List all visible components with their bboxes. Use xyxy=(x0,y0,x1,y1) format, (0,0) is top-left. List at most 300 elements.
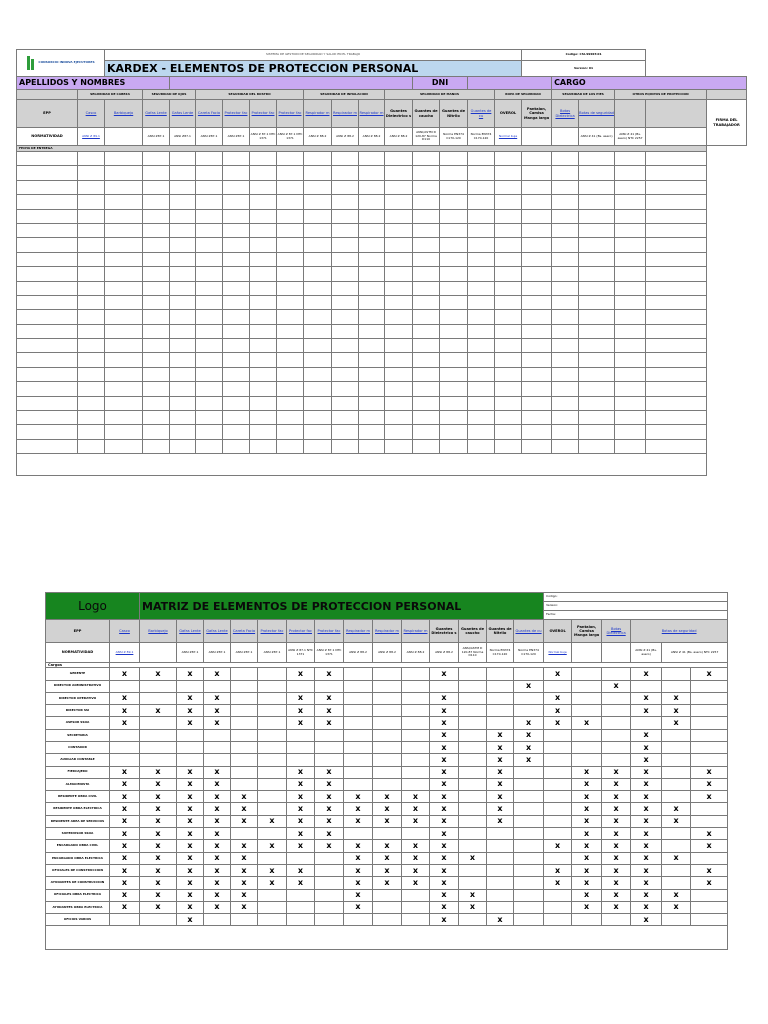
kardex-entry-cell[interactable] xyxy=(495,180,522,194)
kardex-entry-cell[interactable] xyxy=(250,238,277,252)
kardex-entry-cell[interactable] xyxy=(495,339,522,353)
kardex-entry-cell[interactable] xyxy=(385,180,413,194)
kardex-entry-cell[interactable] xyxy=(332,339,359,353)
kardex-entry-cell[interactable] xyxy=(332,382,359,396)
kardex-entry-cell[interactable] xyxy=(223,195,250,209)
kardex-entry-cell[interactable] xyxy=(646,180,707,194)
kardex-entry-cell[interactable] xyxy=(196,339,223,353)
kardex-entry-cell[interactable] xyxy=(105,295,143,309)
kardex-epp-item[interactable]: Respirador m xyxy=(359,100,385,128)
kardex-entry-cell[interactable] xyxy=(223,223,250,237)
kardex-entry-cell[interactable] xyxy=(277,166,304,180)
kardex-entry-cell[interactable] xyxy=(332,180,359,194)
kardex-entry-cell[interactable] xyxy=(413,425,440,439)
kardex-entry-cell[interactable] xyxy=(646,195,707,209)
kardex-entry-cell[interactable] xyxy=(522,339,552,353)
kardex-entry-cell[interactable] xyxy=(468,439,495,453)
kardex-entry-cell[interactable] xyxy=(170,267,196,281)
kardex-entry-cell[interactable] xyxy=(646,425,707,439)
kardex-entry-cell[interactable] xyxy=(552,382,579,396)
kardex-entry-cell[interactable] xyxy=(143,382,170,396)
kardex-entry-cell[interactable] xyxy=(304,223,332,237)
kardex-entry-cell[interactable] xyxy=(359,310,385,324)
kardex-entry-cell[interactable] xyxy=(223,339,250,353)
kardex-entry-cell[interactable] xyxy=(385,295,413,309)
kardex-entry-cell[interactable] xyxy=(250,411,277,425)
kardex-entry-cell[interactable] xyxy=(304,396,332,410)
kardex-entry-cell[interactable] xyxy=(196,166,223,180)
kardex-entry-cell[interactable] xyxy=(196,310,223,324)
kardex-entry-cell[interactable] xyxy=(105,152,143,166)
kardex-entry-cell[interactable] xyxy=(413,281,440,295)
kardex-entry-cell[interactable] xyxy=(304,180,332,194)
kardex-entry-cell[interactable] xyxy=(495,209,522,223)
kardex-entry-cell[interactable] xyxy=(495,267,522,281)
kardex-entry-cell[interactable] xyxy=(646,152,707,166)
kardex-entry-cell[interactable] xyxy=(223,382,250,396)
kardex-entry-cell[interactable] xyxy=(304,439,332,453)
kardex-entry-cell[interactable] xyxy=(17,238,78,252)
kardex-entry-cell[interactable] xyxy=(359,238,385,252)
kardex-entry-cell[interactable] xyxy=(17,367,78,381)
kardex-entry-cell[interactable] xyxy=(304,353,332,367)
kardex-entry-cell[interactable] xyxy=(332,324,359,338)
kardex-entry-cell[interactable] xyxy=(223,166,250,180)
kardex-entry-cell[interactable] xyxy=(413,166,440,180)
kardex-entry-cell[interactable] xyxy=(196,252,223,266)
kardex-entry-cell[interactable] xyxy=(615,439,646,453)
kardex-entry-cell[interactable] xyxy=(170,324,196,338)
kardex-entry-cell[interactable] xyxy=(552,223,579,237)
kardex-entry-cell[interactable] xyxy=(170,411,196,425)
kardex-entry-cell[interactable] xyxy=(196,295,223,309)
kardex-epp-item[interactable]: Barbiquejo xyxy=(105,100,143,128)
kardex-entry-cell[interactable] xyxy=(78,339,105,353)
kardex-entry-cell[interactable] xyxy=(170,339,196,353)
kardex-entry-cell[interactable] xyxy=(17,195,78,209)
kardex-entry-cell[interactable] xyxy=(250,367,277,381)
kardex-entry-cell[interactable] xyxy=(552,180,579,194)
kardex-entry-cell[interactable] xyxy=(304,339,332,353)
kardex-entry-cell[interactable] xyxy=(17,382,78,396)
kardex-entry-cell[interactable] xyxy=(615,267,646,281)
kardex-entry-cell[interactable] xyxy=(646,166,707,180)
kardex-entry-cell[interactable] xyxy=(615,152,646,166)
kardex-entry-cell[interactable] xyxy=(522,238,552,252)
kardex-entry-cell[interactable] xyxy=(105,252,143,266)
kardex-entry-cell[interactable] xyxy=(250,295,277,309)
kardex-entry-cell[interactable] xyxy=(250,209,277,223)
matriz-normatividad-cell[interactable]: ANSI Z 89.1 xyxy=(110,643,140,663)
kardex-entry-cell[interactable] xyxy=(359,152,385,166)
kardex-entry-cell[interactable] xyxy=(646,267,707,281)
kardex-entry-cell[interactable] xyxy=(143,166,170,180)
kardex-epp-item[interactable]: Casco xyxy=(78,100,105,128)
kardex-entry-cell[interactable] xyxy=(223,180,250,194)
kardex-entry-cell[interactable] xyxy=(552,367,579,381)
kardex-entry-cell[interactable] xyxy=(385,353,413,367)
kardex-entry-cell[interactable] xyxy=(17,209,78,223)
kardex-entry-cell[interactable] xyxy=(223,267,250,281)
kardex-entry-cell[interactable] xyxy=(615,339,646,353)
kardex-entry-cell[interactable] xyxy=(143,411,170,425)
kardex-entry-cell[interactable] xyxy=(170,382,196,396)
kardex-entry-cell[interactable] xyxy=(170,166,196,180)
kardex-entry-cell[interactable] xyxy=(196,382,223,396)
kardex-entry-cell[interactable] xyxy=(385,252,413,266)
kardex-entry-cell[interactable] xyxy=(495,166,522,180)
kardex-entry-cell[interactable] xyxy=(413,310,440,324)
kardex-entry-cell[interactable] xyxy=(552,396,579,410)
kardex-entry-cell[interactable] xyxy=(385,411,413,425)
kardex-entry-cell[interactable] xyxy=(579,223,615,237)
kardex-entry-cell[interactable] xyxy=(277,382,304,396)
matriz-epp-item[interactable]: Protector fac xyxy=(287,620,315,643)
kardex-entry-cell[interactable] xyxy=(579,324,615,338)
kardex-entry-cell[interactable] xyxy=(223,238,250,252)
kardex-entry-cell[interactable] xyxy=(78,267,105,281)
matriz-normatividad-cell[interactable]: Normal buje xyxy=(544,643,572,663)
kardex-entry-cell[interactable] xyxy=(615,367,646,381)
kardex-entry-cell[interactable] xyxy=(385,439,413,453)
kardex-entry-cell[interactable] xyxy=(468,425,495,439)
kardex-entry-cell[interactable] xyxy=(105,439,143,453)
kardex-entry-cell[interactable] xyxy=(223,367,250,381)
kardex-entry-cell[interactable] xyxy=(552,411,579,425)
kardex-entry-cell[interactable] xyxy=(522,367,552,381)
kardex-entry-cell[interactable] xyxy=(143,223,170,237)
kardex-entry-cell[interactable] xyxy=(646,223,707,237)
kardex-entry-cell[interactable] xyxy=(579,267,615,281)
kardex-epp-item[interactable]: Protector fac xyxy=(223,100,250,128)
kardex-entry-cell[interactable] xyxy=(223,353,250,367)
kardex-entry-cell[interactable] xyxy=(277,295,304,309)
kardex-entry-cell[interactable] xyxy=(17,310,78,324)
kardex-entry-cell[interactable] xyxy=(522,396,552,410)
kardex-entry-cell[interactable] xyxy=(385,223,413,237)
kardex-entry-cell[interactable] xyxy=(170,353,196,367)
kardex-entry-cell[interactable] xyxy=(413,223,440,237)
kardex-entry-cell[interactable] xyxy=(105,209,143,223)
kardex-entry-cell[interactable] xyxy=(250,281,277,295)
kardex-entry-cell[interactable] xyxy=(359,267,385,281)
kardex-entry-cell[interactable] xyxy=(615,223,646,237)
kardex-entry-cell[interactable] xyxy=(143,439,170,453)
kardex-entry-cell[interactable] xyxy=(440,295,468,309)
kardex-entry-cell[interactable] xyxy=(440,166,468,180)
kardex-entry-cell[interactable] xyxy=(495,252,522,266)
kardex-entry-cell[interactable] xyxy=(105,367,143,381)
kardex-entry-cell[interactable] xyxy=(250,166,277,180)
kardex-entry-cell[interactable] xyxy=(385,396,413,410)
matriz-epp-item[interactable]: Botas Dielectrica xyxy=(602,620,631,643)
kardex-entry-cell[interactable] xyxy=(413,396,440,410)
matriz-epp-item[interactable]: Casco xyxy=(110,620,140,643)
kardex-entry-cell[interactable] xyxy=(359,252,385,266)
kardex-entry-cell[interactable] xyxy=(17,295,78,309)
kardex-entry-cell[interactable] xyxy=(440,367,468,381)
kardex-entry-cell[interactable] xyxy=(105,180,143,194)
kardex-entry-cell[interactable] xyxy=(17,267,78,281)
kardex-entry-cell[interactable] xyxy=(196,152,223,166)
kardex-entry-cell[interactable] xyxy=(440,223,468,237)
kardex-entry-cell[interactable] xyxy=(196,396,223,410)
matriz-epp-item[interactable]: Gafas Lente xyxy=(204,620,231,643)
kardex-entry-cell[interactable] xyxy=(250,324,277,338)
kardex-entry-cell[interactable] xyxy=(304,411,332,425)
kardex-entry-cell[interactable] xyxy=(579,310,615,324)
matriz-epp-item[interactable]: Protector fac xyxy=(315,620,344,643)
kardex-entry-cell[interactable] xyxy=(196,353,223,367)
kardex-entry-cell[interactable] xyxy=(143,295,170,309)
kardex-entry-cell[interactable] xyxy=(105,324,143,338)
kardex-entry-cell[interactable] xyxy=(170,195,196,209)
kardex-entry-cell[interactable] xyxy=(385,267,413,281)
kardex-epp-item[interactable]: Respirador m xyxy=(332,100,359,128)
kardex-entry-cell[interactable] xyxy=(17,411,78,425)
kardex-entry-cell[interactable] xyxy=(170,367,196,381)
kardex-entry-cell[interactable] xyxy=(552,209,579,223)
kardex-entry-cell[interactable] xyxy=(440,209,468,223)
kardex-entry-cell[interactable] xyxy=(495,382,522,396)
kardex-epp-item[interactable]: Protector fac xyxy=(250,100,277,128)
kardex-entry-cell[interactable] xyxy=(522,252,552,266)
kardex-entry-cell[interactable] xyxy=(579,439,615,453)
kardex-entry-cell[interactable] xyxy=(277,195,304,209)
kardex-entry-cell[interactable] xyxy=(413,152,440,166)
kardex-entry-cell[interactable] xyxy=(78,281,105,295)
kardex-entry-cell[interactable] xyxy=(552,339,579,353)
kardex-entry-cell[interactable] xyxy=(579,281,615,295)
kardex-entry-cell[interactable] xyxy=(440,439,468,453)
kardex-entry-cell[interactable] xyxy=(304,252,332,266)
kardex-entry-cell[interactable] xyxy=(196,367,223,381)
kardex-entry-cell[interactable] xyxy=(78,195,105,209)
kardex-entry-cell[interactable] xyxy=(385,281,413,295)
kardex-entry-cell[interactable] xyxy=(522,267,552,281)
matriz-epp-item[interactable]: Protector fac xyxy=(258,620,287,643)
kardex-entry-cell[interactable] xyxy=(105,310,143,324)
kardex-entry-cell[interactable] xyxy=(223,310,250,324)
kardex-entry-cell[interactable] xyxy=(522,152,552,166)
kardex-entry-cell[interactable] xyxy=(277,267,304,281)
kardex-entry-cell[interactable] xyxy=(495,353,522,367)
kardex-entry-cell[interactable] xyxy=(78,396,105,410)
kardex-entry-cell[interactable] xyxy=(170,152,196,166)
kardex-entry-cell[interactable] xyxy=(468,195,495,209)
kardex-entry-cell[interactable] xyxy=(468,166,495,180)
kardex-entry-cell[interactable] xyxy=(385,367,413,381)
kardex-entry-cell[interactable] xyxy=(413,353,440,367)
kardex-entry-cell[interactable] xyxy=(17,324,78,338)
kardex-entry-cell[interactable] xyxy=(196,267,223,281)
kardex-entry-cell[interactable] xyxy=(250,223,277,237)
kardex-entry-cell[interactable] xyxy=(615,353,646,367)
kardex-entry-cell[interactable] xyxy=(468,324,495,338)
kardex-entry-cell[interactable] xyxy=(78,238,105,252)
kardex-entry-cell[interactable] xyxy=(170,439,196,453)
kardex-entry-cell[interactable] xyxy=(78,152,105,166)
kardex-entry-cell[interactable] xyxy=(170,310,196,324)
kardex-entry-cell[interactable] xyxy=(522,353,552,367)
kardex-entry-cell[interactable] xyxy=(468,339,495,353)
kardex-entry-cell[interactable] xyxy=(332,411,359,425)
kardex-entry-cell[interactable] xyxy=(223,295,250,309)
kardex-entry-cell[interactable] xyxy=(579,367,615,381)
kardex-entry-cell[interactable] xyxy=(413,324,440,338)
kardex-entry-cell[interactable] xyxy=(170,425,196,439)
kardex-entry-cell[interactable] xyxy=(105,281,143,295)
kardex-entry-cell[interactable] xyxy=(277,339,304,353)
kardex-entry-cell[interactable] xyxy=(223,209,250,223)
kardex-entry-cell[interactable] xyxy=(304,166,332,180)
kardex-entry-cell[interactable] xyxy=(615,281,646,295)
kardex-entry-cell[interactable] xyxy=(385,324,413,338)
kardex-entry-cell[interactable] xyxy=(440,238,468,252)
kardex-entry-cell[interactable] xyxy=(615,195,646,209)
kardex-entry-cell[interactable] xyxy=(385,382,413,396)
kardex-entry-cell[interactable] xyxy=(78,295,105,309)
kardex-entry-cell[interactable] xyxy=(468,367,495,381)
kardex-entry-cell[interactable] xyxy=(495,281,522,295)
kardex-entry-cell[interactable] xyxy=(332,166,359,180)
kardex-entry-cell[interactable] xyxy=(468,382,495,396)
kardex-entry-cell[interactable] xyxy=(522,166,552,180)
kardex-entry-cell[interactable] xyxy=(359,353,385,367)
kardex-entry-cell[interactable] xyxy=(468,252,495,266)
kardex-entry-cell[interactable] xyxy=(413,339,440,353)
kardex-entry-cell[interactable] xyxy=(413,180,440,194)
kardex-entry-cell[interactable] xyxy=(579,238,615,252)
kardex-entry-cell[interactable] xyxy=(78,411,105,425)
kardex-epp-item[interactable]: Gafas Lente xyxy=(170,100,196,128)
kardex-entry-cell[interactable] xyxy=(522,195,552,209)
kardex-entry-cell[interactable] xyxy=(468,281,495,295)
kardex-entry-cell[interactable] xyxy=(359,166,385,180)
kardex-entry-cell[interactable] xyxy=(304,295,332,309)
kardex-entry-cell[interactable] xyxy=(413,238,440,252)
kardex-entry-cell[interactable] xyxy=(495,195,522,209)
kardex-entry-cell[interactable] xyxy=(440,353,468,367)
kardex-entry-cell[interactable] xyxy=(78,180,105,194)
matriz-epp-item[interactable]: Guantes de cu xyxy=(514,620,544,643)
kardex-entry-cell[interactable] xyxy=(223,252,250,266)
kardex-entry-cell[interactable] xyxy=(413,295,440,309)
kardex-entry-cell[interactable] xyxy=(579,209,615,223)
kardex-entry-cell[interactable] xyxy=(170,396,196,410)
kardex-entry-cell[interactable] xyxy=(196,238,223,252)
kardex-entry-cell[interactable] xyxy=(440,339,468,353)
kardex-entry-cell[interactable] xyxy=(615,310,646,324)
kardex-entry-cell[interactable] xyxy=(223,425,250,439)
kardex-entry-cell[interactable] xyxy=(277,411,304,425)
kardex-entry-cell[interactable] xyxy=(143,339,170,353)
matriz-epp-item[interactable]: Barbiquejo xyxy=(140,620,177,643)
kardex-entry-cell[interactable] xyxy=(440,382,468,396)
kardex-entry-cell[interactable] xyxy=(579,339,615,353)
kardex-entry-cell[interactable] xyxy=(170,252,196,266)
kardex-entry-cell[interactable] xyxy=(646,353,707,367)
kardex-entry-cell[interactable] xyxy=(170,238,196,252)
kardex-entry-cell[interactable] xyxy=(332,152,359,166)
kardex-entry-cell[interactable] xyxy=(552,353,579,367)
kardex-entry-cell[interactable] xyxy=(552,439,579,453)
kardex-entry-cell[interactable] xyxy=(579,166,615,180)
kardex-entry-cell[interactable] xyxy=(615,166,646,180)
kardex-entry-cell[interactable] xyxy=(413,252,440,266)
kardex-entry-cell[interactable] xyxy=(579,353,615,367)
kardex-entry-cell[interactable] xyxy=(579,411,615,425)
kardex-entry-cell[interactable] xyxy=(413,367,440,381)
kardex-entry-cell[interactable] xyxy=(495,324,522,338)
kardex-entry-cell[interactable] xyxy=(223,152,250,166)
matriz-epp-item[interactable]: Careta Facia xyxy=(231,620,258,643)
kardex-entry-cell[interactable] xyxy=(196,411,223,425)
kardex-entry-cell[interactable] xyxy=(359,439,385,453)
kardex-entry-cell[interactable] xyxy=(277,252,304,266)
kardex-entry-cell[interactable] xyxy=(385,425,413,439)
kardex-entry-cell[interactable] xyxy=(143,310,170,324)
kardex-entry-cell[interactable] xyxy=(359,324,385,338)
kardex-entry-cell[interactable] xyxy=(495,152,522,166)
kardex-entry-cell[interactable] xyxy=(615,382,646,396)
kardex-entry-cell[interactable] xyxy=(495,223,522,237)
kardex-entry-cell[interactable] xyxy=(522,411,552,425)
kardex-entry-cell[interactable] xyxy=(579,195,615,209)
kardex-entry-cell[interactable] xyxy=(615,238,646,252)
kardex-entry-cell[interactable] xyxy=(615,180,646,194)
kardex-epp-item[interactable]: Protector fac xyxy=(277,100,304,128)
kardex-epp-item[interactable]: Gafas Lente xyxy=(143,100,170,128)
kardex-entry-cell[interactable] xyxy=(522,281,552,295)
kardex-entry-cell[interactable] xyxy=(250,439,277,453)
kardex-entry-cell[interactable] xyxy=(143,281,170,295)
kardex-entry-cell[interactable] xyxy=(17,439,78,453)
kardex-entry-cell[interactable] xyxy=(304,382,332,396)
kardex-entry-cell[interactable] xyxy=(170,180,196,194)
kardex-entry-cell[interactable] xyxy=(304,324,332,338)
kardex-entry-cell[interactable] xyxy=(332,238,359,252)
kardex-entry-cell[interactable] xyxy=(196,209,223,223)
kardex-entry-cell[interactable] xyxy=(615,411,646,425)
kardex-entry-cell[interactable] xyxy=(468,267,495,281)
kardex-entry-cell[interactable] xyxy=(646,339,707,353)
kardex-epp-item[interactable]: Botas Dielectrica xyxy=(552,100,579,128)
kardex-entry-cell[interactable] xyxy=(646,411,707,425)
kardex-entry-cell[interactable] xyxy=(17,396,78,410)
kardex-entry-cell[interactable] xyxy=(332,195,359,209)
kardex-entry-cell[interactable] xyxy=(359,209,385,223)
kardex-epp-item[interactable]: Careta Facia xyxy=(196,100,223,128)
kardex-entry-cell[interactable] xyxy=(468,238,495,252)
kardex-entry-cell[interactable] xyxy=(552,281,579,295)
kardex-entry-cell[interactable] xyxy=(250,425,277,439)
kardex-entry-cell[interactable] xyxy=(196,195,223,209)
kardex-entry-cell[interactable] xyxy=(413,195,440,209)
kardex-entry-cell[interactable] xyxy=(277,425,304,439)
kardex-entry-cell[interactable] xyxy=(413,439,440,453)
kardex-entry-cell[interactable] xyxy=(522,310,552,324)
kardex-entry-cell[interactable] xyxy=(522,180,552,194)
kardex-entry-cell[interactable] xyxy=(143,195,170,209)
kardex-entry-cell[interactable] xyxy=(359,295,385,309)
kardex-entry-cell[interactable] xyxy=(646,396,707,410)
kardex-entry-cell[interactable] xyxy=(579,180,615,194)
kardex-entry-cell[interactable] xyxy=(105,425,143,439)
kardex-entry-cell[interactable] xyxy=(646,252,707,266)
kardex-entry-cell[interactable] xyxy=(522,324,552,338)
kardex-entry-cell[interactable] xyxy=(552,166,579,180)
